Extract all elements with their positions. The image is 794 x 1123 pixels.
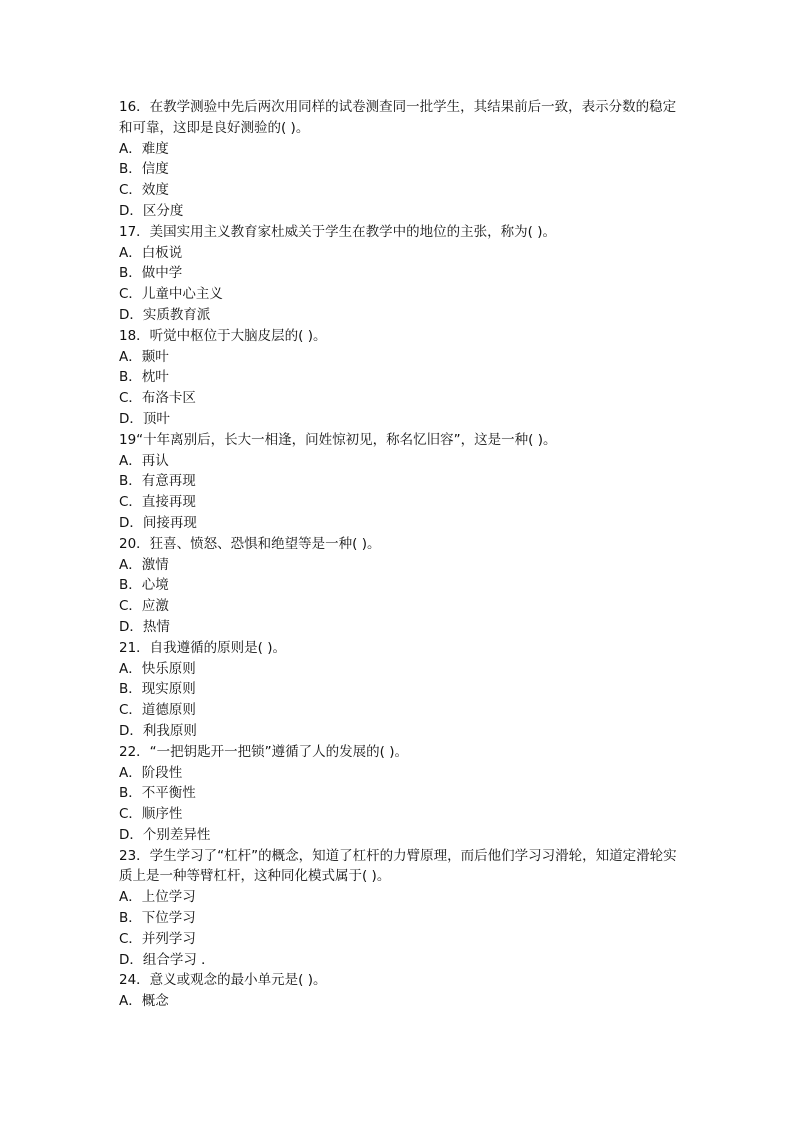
option-c: C．并列学习	[119, 930, 196, 947]
question-24	[119, 970, 679, 1012]
option-a: A．阶段性	[119, 764, 183, 781]
question-list	[119, 97, 679, 1012]
question-19	[119, 430, 679, 534]
option-b: B．下位学习	[119, 910, 196, 927]
question-text: 23．学生学习了“杠杆”的概念，知道了杠杆的力臂原理，而后他们学习习滑轮，知道定滑轮实质上是一种等臂杠杆，这种同化模式属于( )。	[119, 847, 677, 885]
option-a: A．再认	[119, 452, 169, 469]
question-21	[119, 638, 679, 742]
question-text: 19“十年离别后，长大一相逢，问姓惊初见，称名忆旧容”，这是一种( )。	[119, 431, 557, 448]
option-d: D．个别差异性	[119, 826, 211, 843]
question-22	[119, 742, 679, 846]
option-b: B．信度	[119, 161, 169, 178]
option-c: C．道德原则	[119, 702, 196, 719]
option-d: D．热情	[119, 618, 170, 635]
option-b: B．做中学	[119, 265, 183, 282]
option-a: A．上位学习	[119, 889, 196, 906]
question-text: 20．狂喜、愤怒、恐惧和绝望等是一种( )。	[119, 535, 381, 552]
question-17	[119, 222, 679, 326]
question-text: 16．在教学测验中先后两次用同样的试卷测查同一批学生，其结果前后一致，表示分数的稳定和可靠，这即是良好测验的( )。	[119, 99, 677, 136]
option-b: B．枕叶	[119, 369, 169, 386]
option-d: D．顶叶	[119, 410, 170, 427]
option-c: C．儿童中心主义	[119, 286, 223, 303]
option-d: D．实质教育派	[119, 306, 211, 323]
option-a: A．白板说	[119, 244, 183, 261]
question-text: 24．意义或观念的最小单元是( )。	[119, 972, 327, 989]
option-a: A．激情	[119, 556, 169, 573]
option-b: B．心境	[119, 577, 169, 594]
question-text: 17．美国实用主义教育家杜威关于学生在教学中的地位的主张，称为( )。	[119, 223, 557, 240]
option-c: C．顺序性	[119, 806, 183, 823]
option-d: D．利我原则	[119, 722, 197, 739]
question-text: 22．“一把钥匙开一把锁”遵循了人的发展的( )。	[119, 743, 408, 760]
option-d: D．组合学习 ．	[119, 951, 215, 968]
option-a: A．快乐原则	[119, 660, 196, 677]
option-b: B．不平衡性	[119, 785, 196, 802]
option-d: D．间接再现	[119, 514, 197, 531]
option-c: C．布洛卡区	[119, 390, 196, 407]
option-b: B．有意再现	[119, 473, 196, 490]
question-text: 21．自我遵循的原则是( )。	[119, 639, 287, 656]
option-a: A．难度	[119, 140, 169, 157]
question-text: 18．听觉中枢位于大脑皮层的( )。	[119, 327, 327, 344]
option-a: A．概念	[119, 993, 169, 1010]
question-18	[119, 326, 679, 430]
option-c: C．效度	[119, 182, 169, 199]
question-23	[119, 846, 679, 971]
option-c: C．直接再现	[119, 494, 196, 511]
option-b: B．现实原则	[119, 681, 196, 698]
question-20	[119, 534, 679, 638]
option-d: D．区分度	[119, 202, 184, 219]
question-16	[119, 97, 679, 222]
option-a: A．颞叶	[119, 348, 169, 365]
option-c: C．应激	[119, 598, 169, 615]
